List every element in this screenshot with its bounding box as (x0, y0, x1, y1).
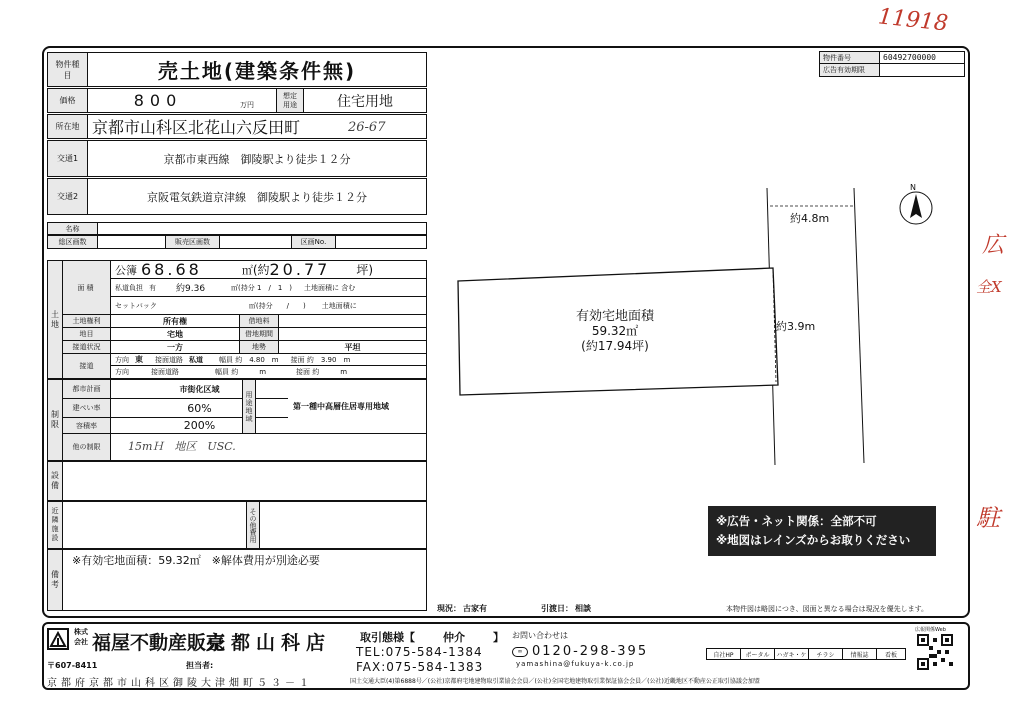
rights-label: 土地権利 (63, 315, 111, 328)
drawing-note: 本物件図は略図につき、図面と異なる場合は現況を優先します。 (726, 605, 929, 613)
category-value: 宅地 (111, 328, 239, 341)
price-row (47, 88, 427, 113)
facilities-label: 設備 (48, 462, 63, 500)
license-info: 国土交通大臣(4)第6888号／(公社)京都府宅地建物取引業協会会員／(公社)全国宅地建物取引業保証協会会員／(公社)近畿地区不動産公正取引協議会加盟 (350, 678, 760, 685)
city-plan-value: 市街化区域 (111, 380, 288, 399)
property-number: 60492700000 (880, 52, 964, 64)
current-status: 古家有 (463, 604, 487, 613)
road1-dir: 東 (135, 355, 143, 364)
zoning-label: 用途地域 (242, 380, 256, 434)
qr-label: 広報関係Web (915, 627, 946, 633)
road2-front: 接面 約 m (296, 368, 348, 376)
media-item: ポータル (741, 649, 775, 659)
restrictions-section (47, 379, 427, 461)
company-name: 福屋不動産販売 (92, 632, 226, 654)
location-label: 所在地 (48, 115, 88, 138)
lots-row (47, 235, 427, 249)
road-label: 接道 (63, 354, 111, 378)
city-plan-label: 都市計画 (63, 380, 111, 399)
effective-area-value: 59.32㎡ (591, 324, 639, 338)
total-lots-label: 総区画数 (48, 236, 98, 248)
lot-no-label: 区画No. (291, 236, 336, 248)
property-kind-row (47, 52, 427, 87)
contact-label: お問い合わせは (512, 631, 568, 640)
media-item: 看板 (884, 651, 897, 659)
category-label: 地目 (63, 328, 111, 341)
access-label: 接道状況 (63, 341, 111, 354)
qr-code-icon (917, 634, 953, 670)
media-item: ハガキ・ケ (775, 649, 809, 659)
coverage-value: 60% (111, 399, 288, 418)
sqm-unit: ㎡ (241, 263, 253, 277)
delivery-value: 相談 (575, 604, 591, 613)
ad-period-label: 広告有効期限 (820, 64, 880, 76)
company-address: 京都府京都市山科区御陵大津畑町５３－１ (47, 678, 313, 689)
nearby-section (47, 501, 427, 549)
media-item: 情報誌 (843, 649, 877, 659)
private-road-incl: 土地面積に 含む (304, 283, 356, 292)
terrain-value: 平坦 (279, 341, 426, 354)
property-number-label: 物件番号 (820, 52, 880, 64)
location-value: 京都市山科区北花山六反田町 (92, 118, 301, 137)
lot-boundary-right (854, 188, 864, 463)
far-value: 200% (111, 418, 288, 434)
transport1-label: 交通1 (48, 141, 88, 176)
nearby-label: 近隣施設 (48, 502, 63, 548)
road1-dir-label: 方向 (115, 355, 129, 364)
road2-width: 幅員 約 m (215, 368, 267, 376)
road1-width: 幅員 約 4.80 m (219, 355, 279, 364)
media-item: 自社HP (707, 649, 741, 659)
effective-area-title: 有効宅地面積 (575, 309, 654, 324)
use-label: 想定用途 (276, 89, 304, 112)
north-label: N (910, 183, 916, 192)
road1-front: 接面 約 3.90 m (290, 355, 351, 364)
fax-number: FAX:075-584-1383 (356, 660, 484, 674)
transport1-value: 京都市東西線 御陵駅より徒歩１２分 (163, 152, 351, 166)
handwritten-note: 全X (976, 278, 1002, 296)
setback-incl: 土地面積に (321, 301, 357, 310)
freedial-number: 0120-298-395 (532, 644, 649, 659)
delivery-label: 引渡日： (541, 604, 573, 613)
handwritten-number: 11918 (876, 4, 950, 37)
private-road-yes: 有 (149, 283, 156, 292)
transport2-row (47, 178, 427, 215)
private-road-area: 約9.36 (176, 284, 206, 294)
site-drawing (430, 170, 970, 500)
facilities-section (47, 461, 427, 501)
tel-number: TEL:075-584-1384 (356, 645, 483, 659)
other-costs-label: その他費用 (246, 502, 260, 548)
road2-type-label: 接面道路 (151, 368, 179, 376)
location-handwritten: 26-67 (348, 120, 386, 135)
company-logo (47, 628, 69, 650)
tsubo-unit: 坪) (356, 263, 373, 277)
media-item: チラシ (809, 649, 843, 659)
notice-line2: ※地図はレインズからお取りください (716, 533, 911, 547)
access-value: 一方 (111, 341, 239, 354)
price-label: 価格 (48, 89, 88, 112)
kobo-label: 公簿 (115, 263, 137, 277)
branch-name: 京都山科店 (206, 632, 332, 654)
location-row (47, 114, 427, 139)
other-restrictions-handwritten: 15mＨ 地区 USC. (128, 440, 236, 453)
freedial-icon: ∞ (512, 647, 528, 657)
deal-close: 】 (493, 631, 504, 644)
price-unit: 万円 (240, 100, 254, 109)
land-section (47, 260, 427, 379)
area-tsubo: 20.77 (269, 260, 331, 279)
private-road-label: 私道負担 (115, 283, 143, 292)
property-number-box (819, 51, 965, 77)
ad-period (880, 64, 964, 76)
effective-area-tsubo: (約17.94坪) (581, 339, 649, 353)
name-label: 名称 (48, 223, 98, 234)
road1-type: 私道 (189, 355, 203, 364)
staff-label: 担当者: (186, 661, 214, 670)
approx-label: (約 (252, 263, 270, 277)
other-restrictions-label: 他の制限 (63, 434, 111, 460)
setback-label: セットバック (115, 301, 157, 310)
road2-dir-label: 方向 (115, 368, 129, 376)
deal-value: 仲介 (443, 631, 465, 644)
email: yamashina@fukuya-k.co.jp (516, 660, 635, 668)
handwritten-note: 広 (982, 233, 1005, 258)
transport2-label: 交通2 (48, 179, 88, 214)
road1-type-label: 接面道路 (155, 355, 183, 364)
restrictions-label: 制限 (48, 380, 63, 460)
property-kind-label: 物件種目 (48, 53, 88, 86)
company-type: 株式会社 (74, 628, 88, 646)
use-value: 住宅用地 (337, 93, 393, 110)
current-status-label: 現況： (437, 604, 461, 613)
transport1-row (47, 140, 427, 177)
lease-term-label: 借地期間 (239, 328, 279, 341)
postal-code: 〒607-8411 (47, 661, 98, 670)
land-section-label: 土地 (48, 261, 63, 378)
deal-label: 取引態様【 (360, 631, 415, 644)
width-side-label: 約3.9m (776, 320, 816, 333)
rights-value: 所有権 (111, 315, 239, 328)
coverage-label: 建ぺい率 (63, 399, 111, 418)
far-label: 容積率 (63, 418, 111, 434)
price-value: 800 (133, 91, 183, 110)
area-sqm: 68.68 (141, 260, 202, 279)
leasehold-label: 借地料 (239, 315, 279, 328)
sale-lots-label: 販売区画数 (165, 236, 220, 248)
notice-line1: ※広告・ネット関係：全部不可 (716, 514, 877, 528)
property-kind: 売土地(建築条件無) (157, 59, 357, 83)
setback-share: ㎡(持分 / ) (248, 301, 306, 310)
remarks-text: ※有効宅地面積：59.32㎡ ※解体費用が別途必要 (72, 554, 320, 567)
handwritten-note: 駐 (976, 504, 1000, 532)
transport2-value: 京阪電気鉄道京津線 御陵駅より徒歩１２分 (147, 190, 367, 204)
area-label: 面積 (63, 261, 111, 315)
name-row (47, 222, 427, 235)
notice-box (708, 506, 936, 556)
terrain-label: 地勢 (239, 341, 279, 354)
remarks-section (47, 549, 427, 611)
media-table (706, 648, 906, 660)
zoning-value: 第一種中高層住居専用地域 (256, 380, 426, 434)
width-top-label: 約4.8m (790, 212, 830, 225)
private-road-share: ㎡(持分 1 / 1 ) (231, 283, 292, 292)
remarks-label: 備考 (48, 550, 63, 610)
